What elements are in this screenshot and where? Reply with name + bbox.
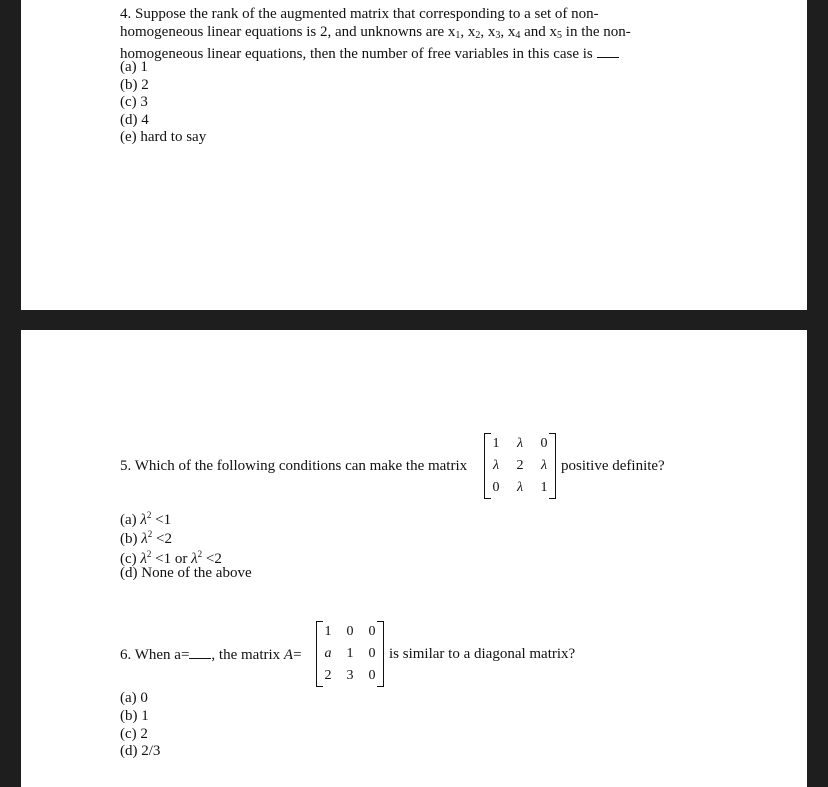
q5-option-d: (d) None of the above: [120, 565, 252, 581]
q5-m-0-0: 1: [492, 436, 500, 451]
q6-m-1-1: 1: [346, 646, 354, 661]
question-panel-bottom: [21, 330, 807, 787]
q5-option-b: (b) $\lambda^2 <2$: [120, 529, 172, 547]
q5-m-2-2: 1: [540, 480, 548, 495]
answer-blank: [597, 44, 619, 58]
q6-option-b: (b) 1: [120, 708, 149, 724]
q5-m-0-2: 0: [540, 436, 548, 451]
q4-line-2: homogeneous linear equations is 2, and unknowns are $x_1$, $x_2$, $x_3$, $x_4$ and $x_5$ in the non-: [120, 23, 631, 41]
q5-suffix: positive definite?: [561, 458, 665, 474]
q4-line-3: homogeneous linear equations, then the number of free variables in this case is: [120, 44, 631, 64]
q6-m-2-0: 2: [324, 668, 332, 683]
q5-m-0-1: λ: [516, 436, 524, 451]
q6-suffix: is similar to a diagonal matrix?: [389, 646, 576, 662]
q5-matrix: [484, 433, 556, 499]
q6-m-2-2: 0: [368, 668, 376, 683]
q5-option-a: (a) $\lambda^2 <1$: [120, 510, 172, 528]
q6-option-a: (a) 0: [120, 690, 148, 706]
q6-m-1-2: 0: [368, 646, 376, 661]
q6-m-2-1: 3: [346, 668, 354, 683]
q4-option-d: (d) 4: [120, 112, 149, 128]
q6-option-c: (c) 2: [120, 726, 148, 742]
q5-m-2-0: 0: [492, 480, 500, 495]
q4-text: [120, 6, 631, 64]
q4-option-e: (e) hard to say: [120, 129, 207, 145]
q6-matrix: [316, 621, 384, 687]
answer-blank: [189, 645, 211, 659]
q6-m-1-0: a: [324, 646, 332, 661]
q5-m-1-2: λ: [540, 458, 548, 473]
q5-prefix: 5. Which of the following conditions can make the matrix: [120, 458, 468, 474]
q5-m-1-1: 2: [516, 458, 524, 473]
q6-m-0-0: 1: [324, 624, 332, 639]
q5-m-2-1: λ: [516, 480, 524, 495]
q6-option-d: (d) 2/3: [120, 743, 161, 759]
q4-option-b: (b) 2: [120, 77, 149, 93]
q6-m-0-2: 0: [368, 624, 376, 639]
q6-prefix: 6. When a= , the matrix A=: [120, 647, 302, 663]
question-panel-top: [21, 0, 807, 310]
q6-m-0-1: 0: [346, 624, 354, 639]
q4-option-a: (a) 1: [120, 59, 148, 75]
q5-option-c: (c) $\lambda^2 <1$ or $\lambda^2 <2$: [120, 549, 222, 567]
q4-option-c: (c) 3: [120, 94, 148, 110]
q5-m-1-0: λ: [492, 458, 500, 473]
q4-line-1: 4. Suppose the rank of the augmented matrix that corresponding to a set of non-: [120, 6, 599, 22]
